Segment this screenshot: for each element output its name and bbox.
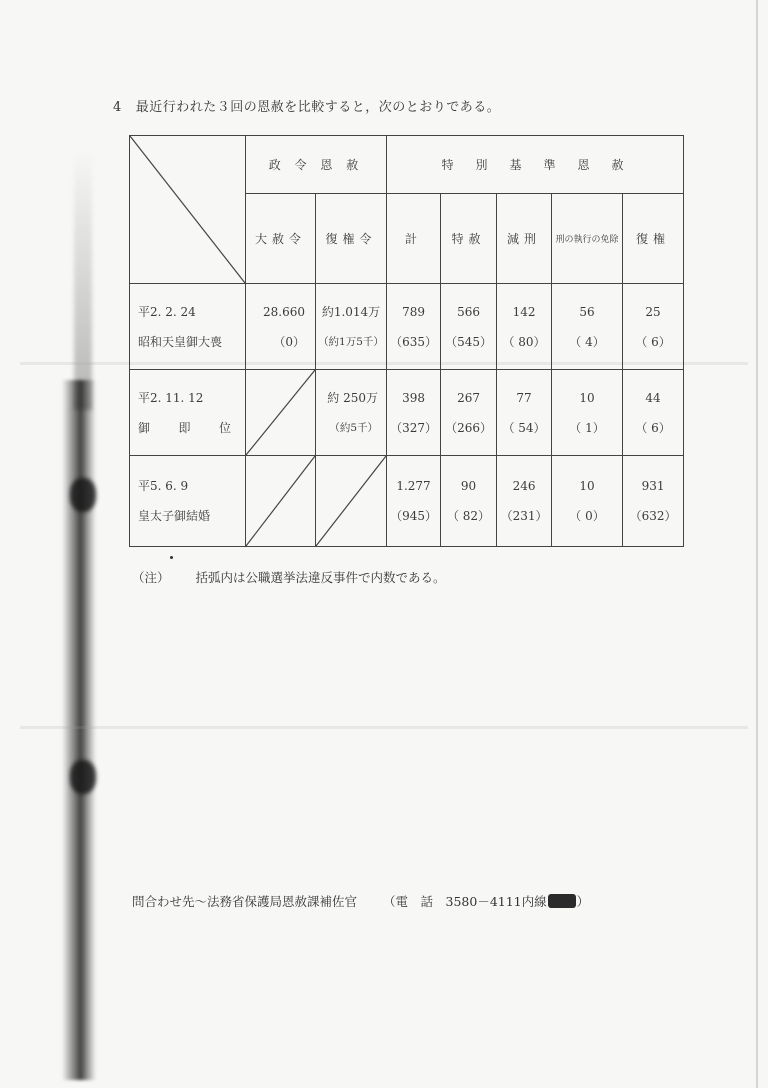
cell-genkei [497, 284, 552, 370]
cell-genkei [497, 456, 552, 547]
contact-footer [132, 892, 589, 910]
cell-value: 142 [512, 304, 536, 319]
row-event-char: 位 [218, 420, 231, 435]
row-label [130, 370, 246, 456]
cell-subvalue: （545） [445, 334, 492, 349]
cell-fukken-rei [316, 370, 387, 456]
cell-tokusha [441, 456, 497, 547]
cell-tokusha [441, 284, 497, 370]
table-row [130, 284, 684, 370]
empty-slashed-cell [246, 370, 316, 456]
cell-fukken [623, 456, 684, 547]
cell-value: 267 [457, 390, 480, 405]
cell-subvalue: （231） [500, 509, 548, 523]
cell-subvalue: （327） [390, 420, 437, 435]
header-shikko-menjo: 刑の執行の免除 [552, 194, 623, 284]
cell-value: 398 [402, 390, 425, 405]
cell-value: 44 [645, 390, 661, 405]
cell-subvalue: （266） [445, 420, 492, 435]
cell-subvalue: （632） [629, 509, 677, 523]
cell-subvalue: （ 6） [635, 420, 671, 435]
note-text: 括弧内は公職選挙法違反事件で内数である。 [195, 570, 446, 585]
cell-value: 90 [460, 479, 477, 493]
cell-fukken [623, 284, 684, 370]
header-taishaku-rei: 大赦令 [246, 194, 316, 284]
row-date: 平5. 6. 9 [138, 479, 189, 493]
header-tokubetsu-kijun-onsha: 特 別 基 準 恩 赦 [387, 136, 684, 194]
corner-diagonal-cell [130, 136, 246, 284]
cell-shikko-menjo [552, 284, 623, 370]
cell-value: 931 [641, 479, 665, 493]
cell-subvalue: （約5千） [329, 421, 379, 434]
cell-value: 25 [645, 304, 661, 319]
row-date: 平2. 2. 24 [138, 304, 196, 319]
scan-streak [20, 726, 748, 729]
phone-close: ） [576, 894, 590, 909]
section-number: 4 [113, 100, 122, 115]
cell-subvalue: （635） [390, 334, 437, 349]
empty-slashed-cell [316, 456, 387, 547]
cell-subvalue: （ 1） [569, 420, 605, 435]
cell-value: 約1.014万 [321, 304, 381, 319]
cell-value: 28.660 [263, 304, 305, 319]
cell-kei [387, 284, 441, 370]
cell-subvalue: （ 6） [635, 334, 671, 349]
row-event-char: 即 [178, 420, 191, 435]
header-tokusha: 特赦 [441, 194, 497, 284]
row-label [130, 456, 246, 547]
cell-shikko-menjo [552, 370, 623, 456]
header-seirei-onsha: 政 令 恩 赦 [246, 136, 387, 194]
cell-genkei [497, 370, 552, 456]
cell-value: 246 [512, 479, 536, 493]
header-fukken-rei: 復権令 [316, 194, 387, 284]
section-heading-text: 最近行われた３回の恩赦を比較すると，次のとおりである。 [135, 100, 501, 115]
header-genkei: 減刑 [497, 194, 552, 284]
redaction-block [548, 894, 576, 908]
cell-shikko-menjo [552, 456, 623, 547]
header-fukken: 復権 [623, 194, 684, 284]
cell-subvalue: （ 80） [502, 334, 546, 349]
table-row [130, 456, 684, 547]
table-note [132, 568, 446, 586]
cell-value: 77 [516, 390, 532, 405]
stray-dot [170, 556, 173, 559]
amnesty-comparison-table [129, 135, 684, 547]
row-event [138, 413, 245, 443]
phone-label: （電 話 3580－4111内線 [383, 894, 547, 909]
cell-value: 10 [579, 479, 595, 493]
cell-taishaku [246, 284, 316, 370]
cell-kei [387, 456, 441, 547]
row-event: 昭和天皇御大喪 [138, 334, 223, 349]
scan-binding-shadow-top [74, 150, 92, 410]
contact-text: 問合わせ先～法務省保護局恩赦課補佐官 [132, 894, 358, 909]
row-event: 皇太子御結婚 [138, 509, 211, 523]
row-event-char: 御 [138, 420, 151, 435]
row-label [130, 284, 246, 370]
header-kei: 計 [387, 194, 441, 284]
cell-value: 566 [457, 304, 480, 319]
cell-fukken-rei [316, 284, 387, 370]
empty-slashed-cell [246, 456, 316, 547]
cell-subvalue: （ 4） [569, 334, 605, 349]
cell-subvalue: （ 54） [502, 420, 546, 435]
cell-tokusha [441, 370, 497, 456]
cell-value: 約 250万 [327, 390, 379, 405]
cell-subvalue: （約1万5千） [318, 335, 384, 348]
cell-value: 10 [579, 390, 595, 405]
scan-page-edge [756, 0, 758, 1088]
cell-value: 789 [402, 304, 425, 319]
note-tag: （注） [132, 570, 170, 585]
scan-binding-blot [70, 478, 96, 512]
row-date: 平2. 11. 12 [138, 390, 204, 405]
section-heading [113, 96, 500, 115]
cell-subvalue: （945） [390, 509, 437, 523]
table-row [130, 370, 684, 456]
cell-subvalue: （0） [273, 334, 305, 349]
scan-binding-blot [70, 760, 96, 794]
cell-value: 1.277 [396, 479, 431, 493]
cell-fukken [623, 370, 684, 456]
cell-kei [387, 370, 441, 456]
cell-subvalue: （ 82） [446, 509, 491, 523]
cell-subvalue: （ 0） [569, 509, 605, 523]
cell-value: 56 [579, 304, 595, 319]
